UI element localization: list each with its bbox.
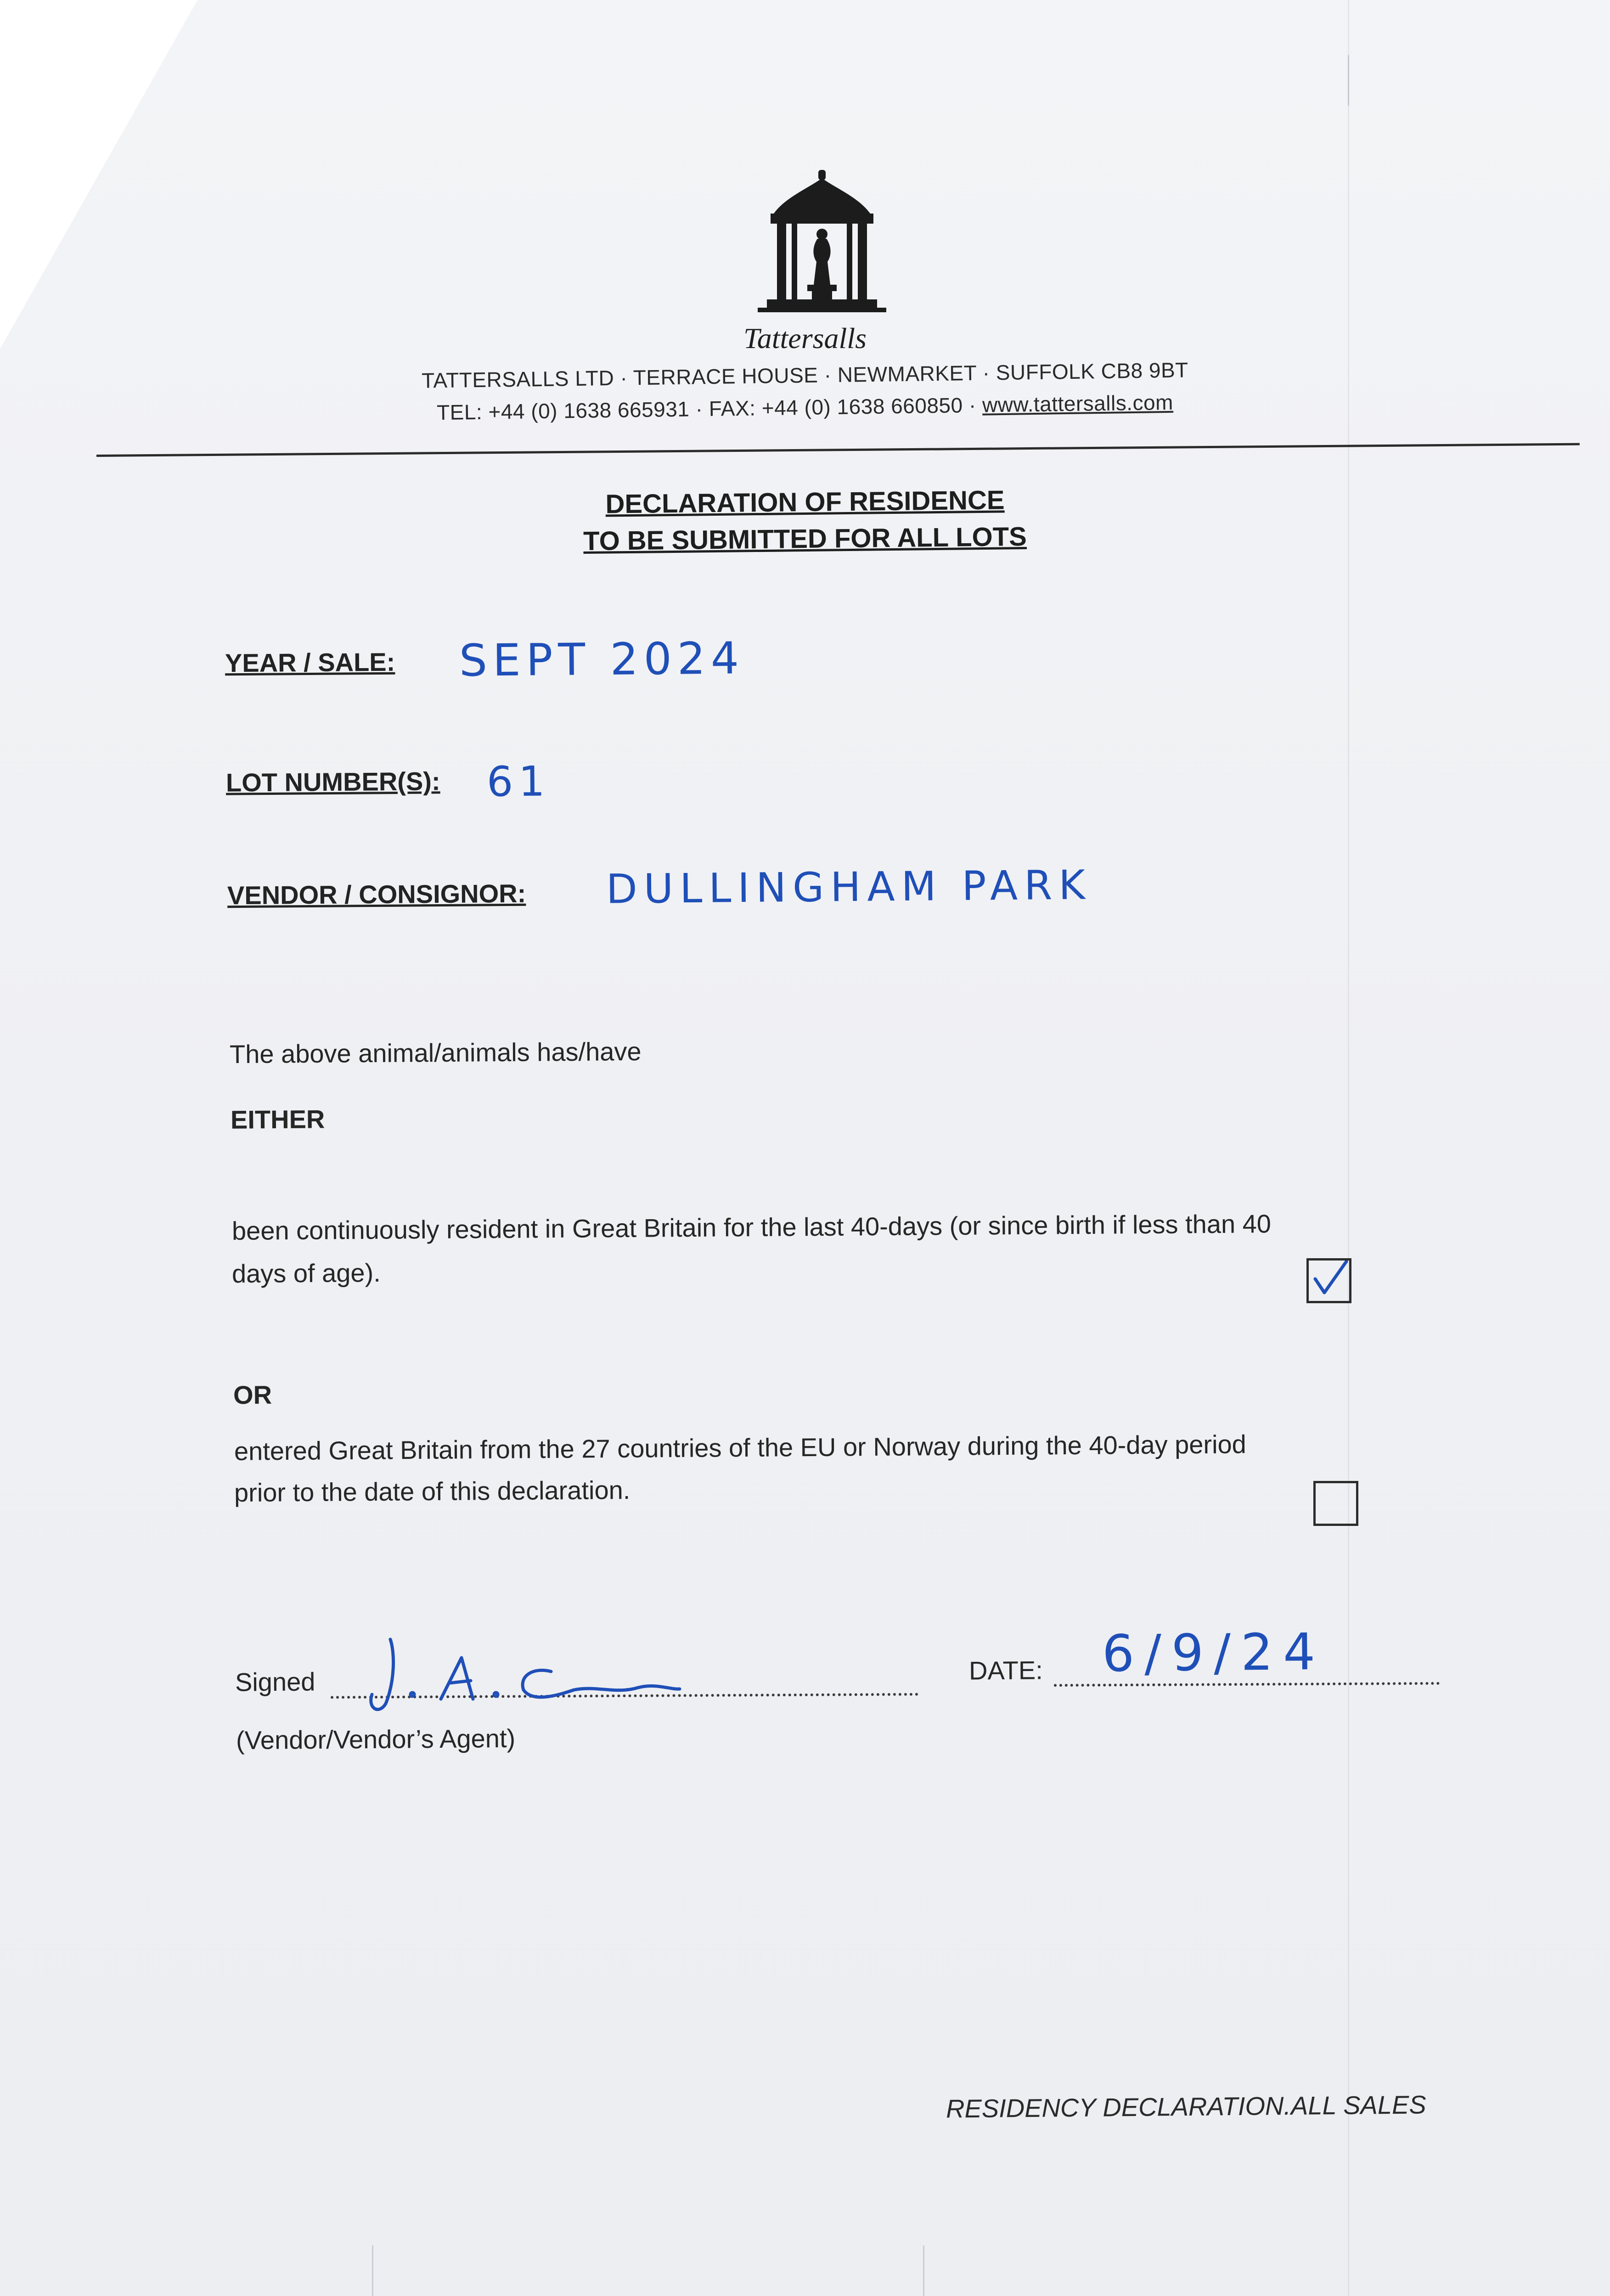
option2-checkbox[interactable] [1313,1481,1358,1526]
option2-text-line2: prior to the date of this declaration. [234,1475,630,1508]
contact-phone-fax: TEL: +44 (0) 1638 665931 · FAX: +44 (0) 1638 660850 · [436,393,983,425]
signed-label: Signed [235,1667,315,1697]
website-link[interactable]: www.tattersalls.com [982,390,1174,417]
intro-text: The above animal/animals has/have [229,1036,642,1069]
scan-mark [372,2245,373,2296]
vendor-agent-label: (Vendor/Vendor’s Agent) [236,1723,516,1755]
option2-text-line1: entered Great Britain from the 27 countries of the EU or Norway during the 40-day period [234,1429,1247,1466]
scan-mark [923,2245,924,2296]
vendor-consignor-value[interactable]: DULLINGHAM PARK [606,861,1092,913]
company-address: TATTERSALLS LTD · TERRACE HOUSE · NEWMARKET · SUFFOLK CB8 9BT [421,358,1189,393]
vendor-consignor-label: VENDOR / CONSIGNOR: [227,878,526,910]
either-label: EITHER [230,1104,325,1134]
year-sale-label: YEAR / SALE: [225,647,395,678]
brand-wordmark: Tattersalls [743,322,867,355]
document-title: DECLARATION OF RESIDENCE [605,485,1005,519]
option1-text-line1: been continuously resident in Great Britain for the last 40-days (or since birth if less than 40 [231,1209,1272,1245]
scan-mark [1348,55,1349,106]
folded-corner [0,0,197,349]
form-reference: RESIDENCY DECLARATION.ALL SALES [946,2090,1426,2123]
date-label: DATE: [968,1655,1043,1685]
header-divider [96,443,1580,457]
option1-text-line2: days of age). [231,1258,381,1289]
date-value[interactable]: 6/9/24 [1102,1622,1326,1683]
checkmark-icon [1309,1261,1349,1301]
lot-number-label: LOT NUMBER(S): [225,766,440,797]
option1-checkbox[interactable] [1306,1258,1351,1303]
tattersalls-logo-icon [753,170,891,326]
document-subtitle: TO BE SUBMITTED FOR ALL LOTS [583,521,1027,557]
lot-number-value[interactable]: 61 [486,757,551,806]
handwritten-signature-icon[interactable] [358,1626,771,1722]
or-label: OR [233,1380,272,1410]
year-sale-value[interactable]: SEPT 2024 [459,632,745,687]
